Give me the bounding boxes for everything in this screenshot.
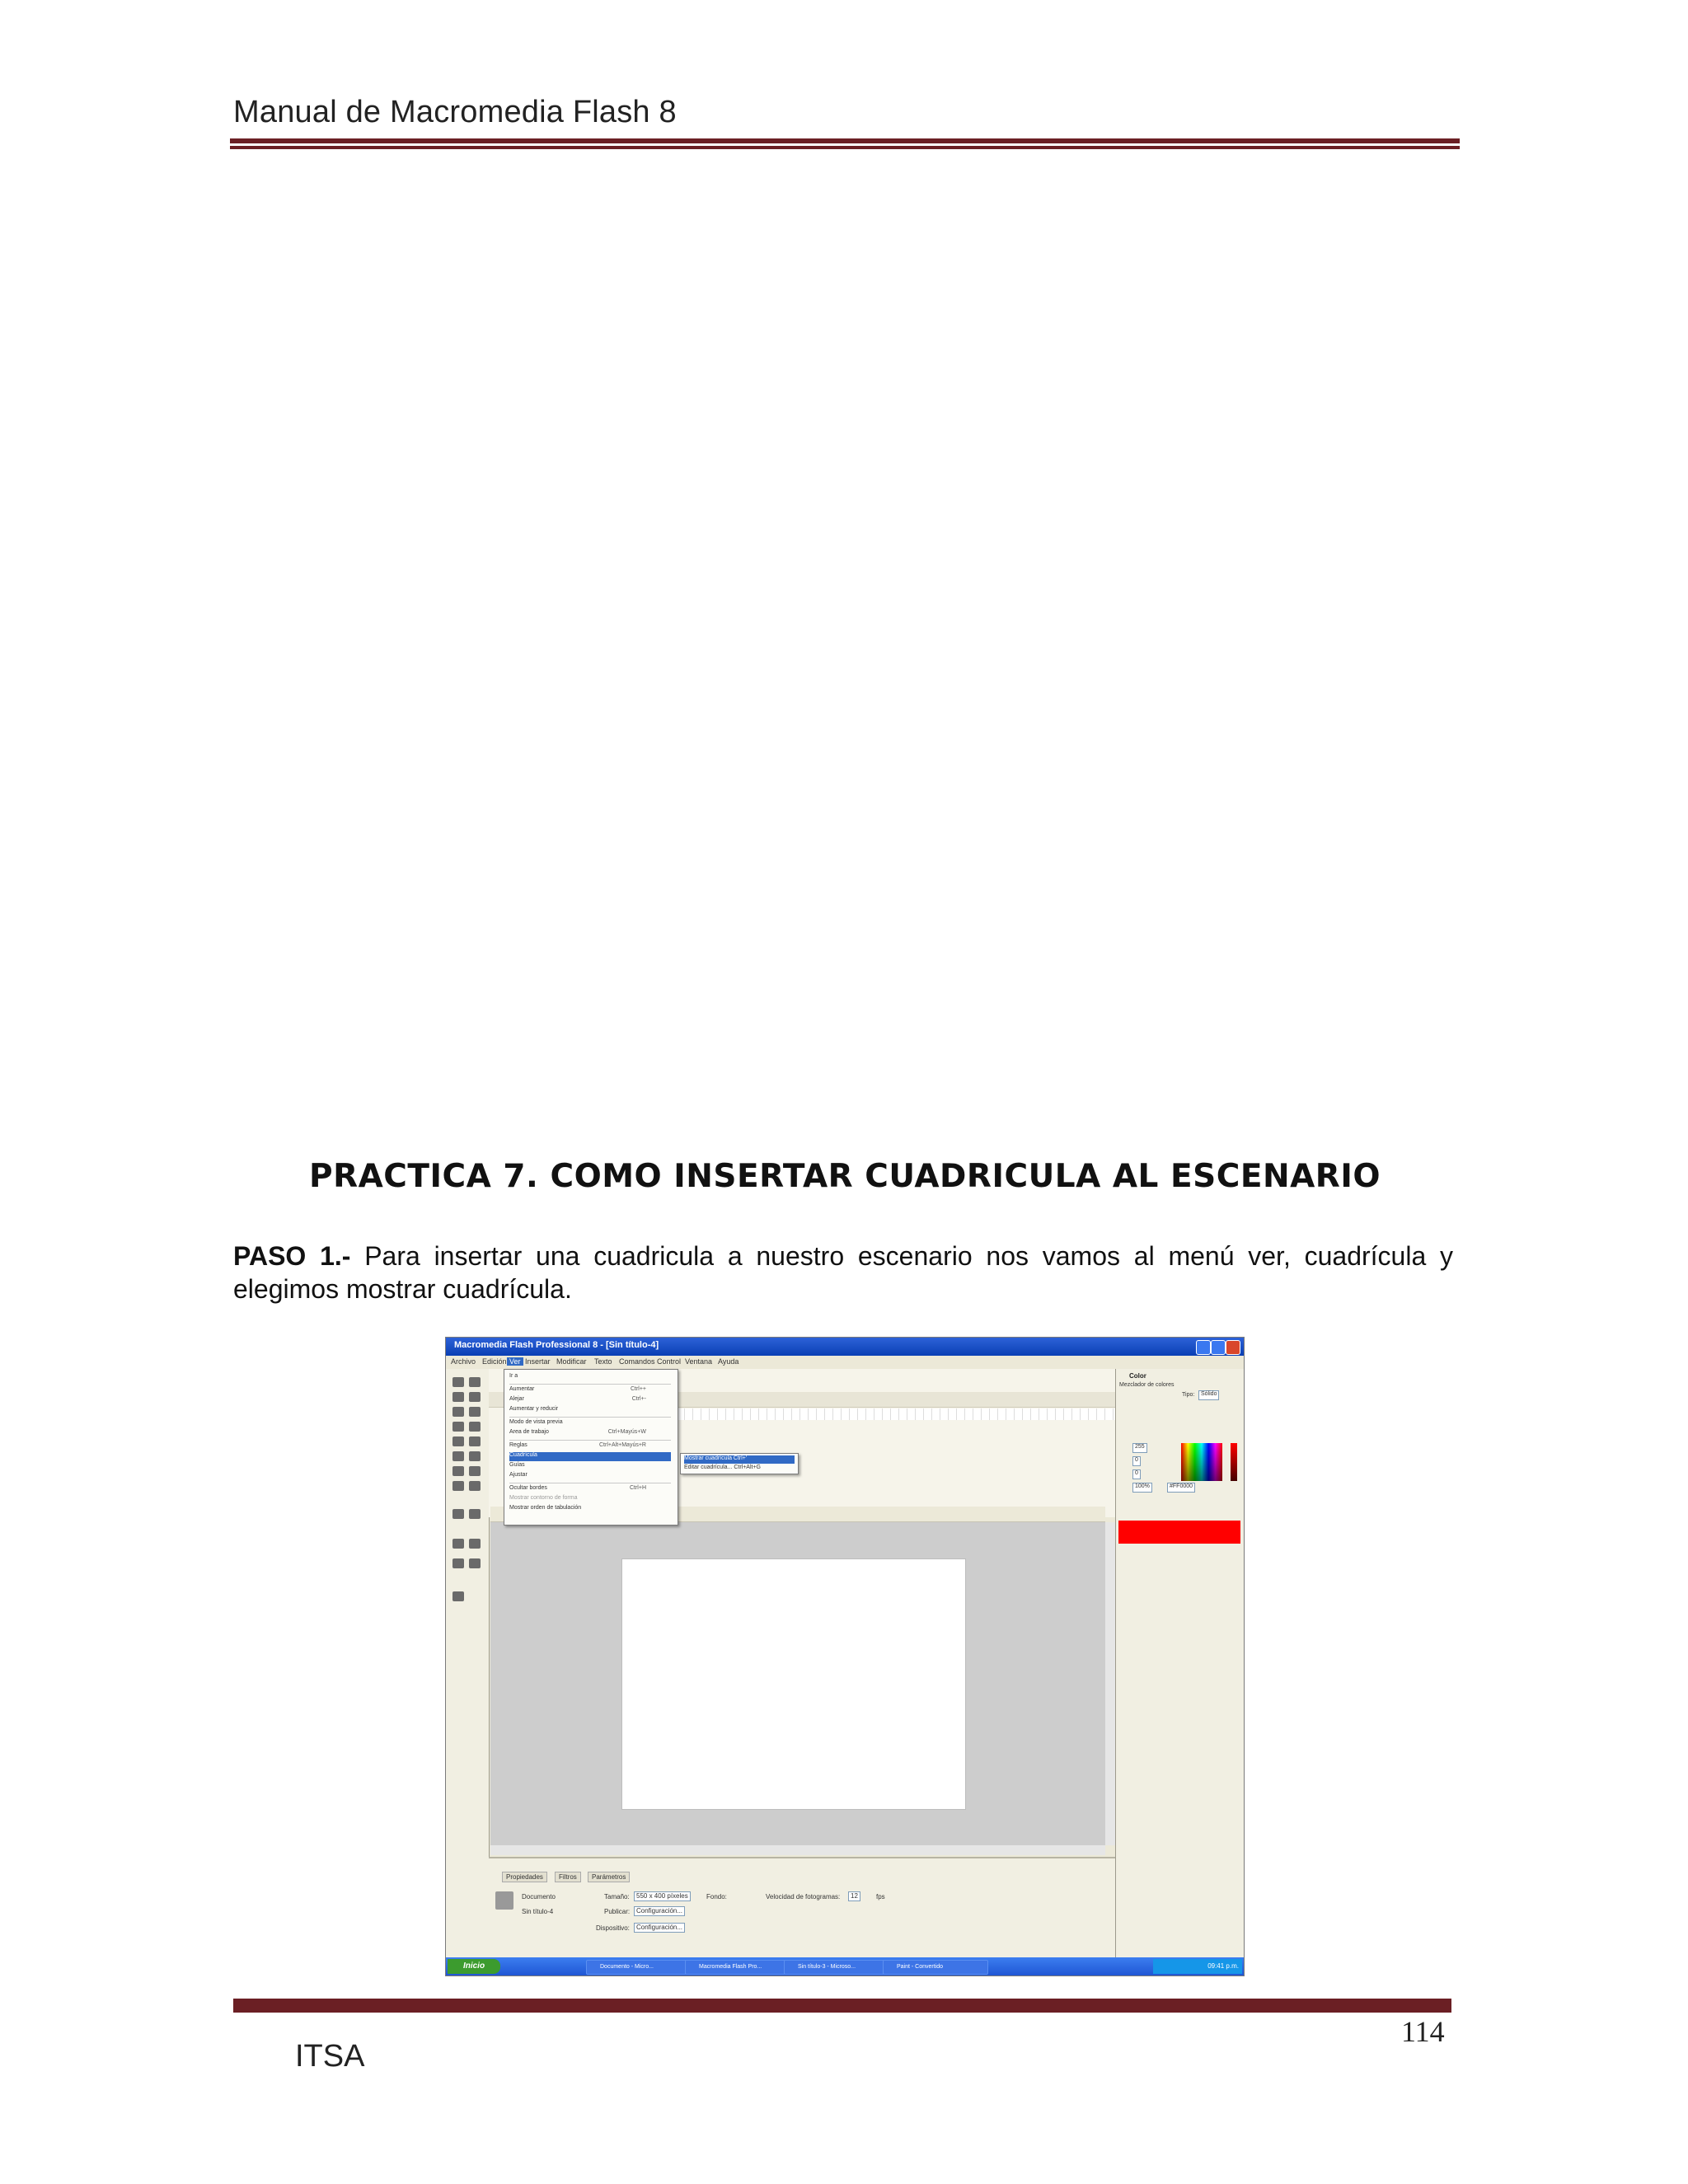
menu-item-area-trabajo[interactable] xyxy=(509,1429,671,1438)
stage[interactable] xyxy=(621,1558,966,1810)
menu-item-guias[interactable] xyxy=(509,1462,671,1471)
props-document-label: Documento xyxy=(522,1893,556,1900)
window-title: Macromedia Flash Professional 8 - [Sin título-4] xyxy=(454,1340,659,1350)
menu-item-editar-cuadricula[interactable] xyxy=(684,1465,795,1473)
page-number: 114 xyxy=(1401,2015,1445,2048)
lasso-tool-icon[interactable] xyxy=(469,1407,481,1417)
ink-bottle-icon[interactable] xyxy=(452,1466,464,1476)
toolbox xyxy=(446,1369,490,1957)
paint-bucket-icon[interactable] xyxy=(469,1466,481,1476)
hand-tool-icon[interactable] xyxy=(452,1509,464,1519)
maximize-icon[interactable] xyxy=(1211,1340,1226,1355)
step-text: Para insertar una cuadricula a nuestro escenario nos vamos al menú ver, cuadrícula y elegimos mostrar cuadrícula. xyxy=(233,1241,1454,1304)
view-menu-dropdown xyxy=(504,1369,678,1526)
props-fps-unit: fps xyxy=(876,1893,885,1900)
snap-option-icon[interactable] xyxy=(452,1591,464,1601)
menu-texto[interactable]: Texto xyxy=(594,1357,612,1366)
menu-item-label: Ajustar xyxy=(509,1472,528,1478)
publish-settings-button[interactable]: Configuración... xyxy=(634,1906,685,1916)
menu-insertar[interactable]: Insertar xyxy=(525,1357,551,1366)
windows-taskbar xyxy=(446,1957,1244,1975)
menu-item-label: Area de trabajo xyxy=(509,1429,549,1435)
task-button[interactable]: Sin título-3 - Microso... xyxy=(784,1960,889,1975)
transform-tool-icon[interactable] xyxy=(452,1392,464,1402)
menu-item-cuadricula[interactable] xyxy=(509,1452,671,1461)
menu-item-orden-tabulacion[interactable] xyxy=(509,1505,671,1514)
color-panel-title: Color xyxy=(1129,1372,1146,1380)
flash-screenshot xyxy=(445,1337,1245,1976)
step-label: PASO 1.- xyxy=(233,1241,351,1271)
alpha-input[interactable]: 100% xyxy=(1132,1483,1152,1493)
menu-archivo[interactable]: Archivo xyxy=(451,1357,476,1366)
menu-comandos[interactable]: Comandos xyxy=(619,1357,655,1366)
footer-rule xyxy=(233,1999,1451,2013)
pencil-tool-icon[interactable] xyxy=(452,1451,464,1461)
menu-item-label: Modo de vista previa xyxy=(509,1419,563,1425)
menu-item-label: Reglas xyxy=(509,1442,528,1448)
menu-item-vista-previa[interactable] xyxy=(509,1419,671,1428)
task-button[interactable]: Paint - Convertido xyxy=(883,1960,988,1975)
menu-separator xyxy=(509,1440,671,1441)
practice-title: PRACTICA 7. COMO INSERTAR CUADRICULA AL ESCENARIO xyxy=(309,1158,1381,1195)
no-color-icon[interactable] xyxy=(469,1558,481,1568)
color-preview-swatch xyxy=(1118,1521,1240,1544)
color-mixer-tab[interactable]: Mezclador de colores xyxy=(1119,1382,1175,1388)
menu-item-shortcut: Ctrl+' xyxy=(733,1455,748,1461)
step-paragraph xyxy=(233,1240,1453,1305)
menu-item-label: Editar cuadrícula... xyxy=(684,1465,733,1470)
menu-item-aumentar[interactable] xyxy=(509,1386,671,1395)
menu-separator xyxy=(509,1417,671,1418)
tab-filtros[interactable]: Filtros xyxy=(555,1872,581,1882)
task-button[interactable]: Macromedia Flash Pro... xyxy=(685,1960,790,1975)
menu-item-shortcut: Ctrl+- xyxy=(631,1396,646,1402)
green-input[interactable]: 0 xyxy=(1132,1456,1141,1466)
props-device-label: Dispositivo: xyxy=(596,1924,630,1932)
props-fps-label: Velocidad de fotogramas: xyxy=(766,1893,841,1900)
menu-item-label: Ocultar bordes xyxy=(509,1485,547,1491)
menu-item-label: Mostrar orden de tabulación xyxy=(509,1505,582,1511)
running-header-title: Manual de Macromedia Flash 8 xyxy=(233,95,677,129)
menu-item-shortcut: Ctrl+Mayús+W xyxy=(607,1429,646,1435)
grid-submenu xyxy=(680,1453,799,1474)
line-tool-icon[interactable] xyxy=(452,1407,464,1417)
task-button[interactable]: Documento - Micro... xyxy=(586,1960,692,1975)
props-size-label: Tamaño: xyxy=(604,1893,630,1900)
menu-item-label: Guías xyxy=(509,1462,525,1468)
menu-ventana[interactable]: Ventana xyxy=(685,1357,713,1366)
menu-control[interactable]: Control xyxy=(657,1357,682,1366)
brush-tool-icon[interactable] xyxy=(469,1451,481,1461)
menu-ayuda[interactable]: Ayuda xyxy=(718,1357,739,1366)
size-button[interactable]: 550 x 400 píxeles xyxy=(634,1891,691,1901)
blue-input[interactable]: 0 xyxy=(1132,1469,1141,1479)
subselection-tool-icon[interactable] xyxy=(469,1377,481,1387)
menu-item-shortcut: Ctrl+H xyxy=(629,1485,646,1491)
timeline-frames[interactable] xyxy=(627,1408,1122,1420)
header-rule-thin xyxy=(230,146,1460,149)
eyedropper-icon[interactable] xyxy=(452,1481,464,1491)
footer-org: ITSA xyxy=(295,2039,365,2074)
menu-item-alejar[interactable] xyxy=(509,1396,671,1405)
menu-item-label: Cuadrícula xyxy=(509,1452,537,1458)
fps-input[interactable]: 12 xyxy=(848,1891,860,1901)
device-settings-button[interactable]: Configuración... xyxy=(634,1923,685,1933)
menu-ver[interactable]: Ver xyxy=(507,1357,523,1366)
rectangle-tool-icon[interactable] xyxy=(469,1436,481,1446)
oval-tool-icon[interactable] xyxy=(452,1436,464,1446)
eraser-icon[interactable] xyxy=(469,1481,481,1491)
menu-item-ocultar-bordes[interactable] xyxy=(509,1485,671,1494)
props-bg-label: Fondo: xyxy=(706,1893,727,1900)
menu-item-reglas[interactable] xyxy=(509,1442,671,1451)
header-rule xyxy=(230,138,1460,143)
color-panel xyxy=(1115,1369,1245,1957)
close-icon[interactable] xyxy=(1226,1340,1240,1355)
hex-input[interactable]: #FF0000 xyxy=(1167,1483,1195,1493)
tab-parametros[interactable]: Parámetros xyxy=(588,1872,630,1882)
selection-tool-icon[interactable] xyxy=(452,1377,464,1387)
gradient-tool-icon[interactable] xyxy=(469,1392,481,1402)
color-type-select[interactable]: Sólido xyxy=(1198,1390,1219,1400)
color-type-label: Tipo: xyxy=(1182,1392,1195,1398)
tab-propiedades[interactable]: Propiedades xyxy=(502,1872,547,1882)
text-tool-icon[interactable] xyxy=(469,1422,481,1432)
menu-item-label: Mostrar cuadrícula xyxy=(684,1455,732,1461)
menu-item-label: Aumentar xyxy=(509,1386,535,1392)
menu-item-shortcut: Ctrl++ xyxy=(630,1386,646,1392)
vertical-scrollbar[interactable] xyxy=(1105,1522,1115,1845)
menu-item-contorno-forma[interactable] xyxy=(509,1495,671,1504)
menu-edicion[interactable]: Edición xyxy=(482,1357,507,1366)
menu-separator xyxy=(509,1384,671,1385)
brightness-slider[interactable] xyxy=(1231,1443,1237,1481)
props-document-name: Sin título-4 xyxy=(522,1908,554,1915)
menu-item-label: Mostrar contorno de forma xyxy=(509,1495,578,1501)
menu-modificar[interactable]: Modificar xyxy=(556,1357,587,1366)
menu-item-label: Aumentar y reducir xyxy=(509,1406,559,1412)
red-input[interactable]: 255 xyxy=(1132,1443,1147,1453)
color-spectrum-shade xyxy=(1181,1443,1222,1481)
menu-item-label: Alejar xyxy=(509,1396,524,1402)
document-icon xyxy=(495,1891,513,1910)
menu-item-mostrar-cuadricula[interactable] xyxy=(684,1455,795,1464)
zoom-tool-icon[interactable] xyxy=(469,1509,481,1519)
props-publish-label: Publicar: xyxy=(604,1908,631,1915)
menubar xyxy=(446,1356,1244,1370)
menu-item-shortcut: Ctrl+Alt+G xyxy=(734,1465,762,1470)
minimize-icon[interactable] xyxy=(1196,1340,1211,1355)
system-tray-clock: 09:41 p.m. xyxy=(1153,1959,1242,1974)
fill-color-icon[interactable] xyxy=(469,1539,481,1549)
menu-item-ir-a[interactable] xyxy=(509,1373,671,1382)
swap-colors-icon[interactable] xyxy=(452,1558,464,1568)
menu-item-ajustar[interactable] xyxy=(509,1472,671,1481)
horizontal-scrollbar[interactable] xyxy=(490,1845,1105,1855)
pen-tool-icon[interactable] xyxy=(452,1422,464,1432)
window-titlebar xyxy=(446,1338,1244,1356)
start-button[interactable]: Inicio xyxy=(448,1959,500,1974)
stroke-color-icon[interactable] xyxy=(452,1539,464,1549)
properties-panel xyxy=(489,1857,1115,1959)
menu-item-label: Ir a xyxy=(509,1373,518,1379)
menu-item-shortcut: Ctrl+Alt+Mayús+R xyxy=(599,1442,646,1448)
menu-item-aumentar-reducir[interactable] xyxy=(509,1406,671,1415)
